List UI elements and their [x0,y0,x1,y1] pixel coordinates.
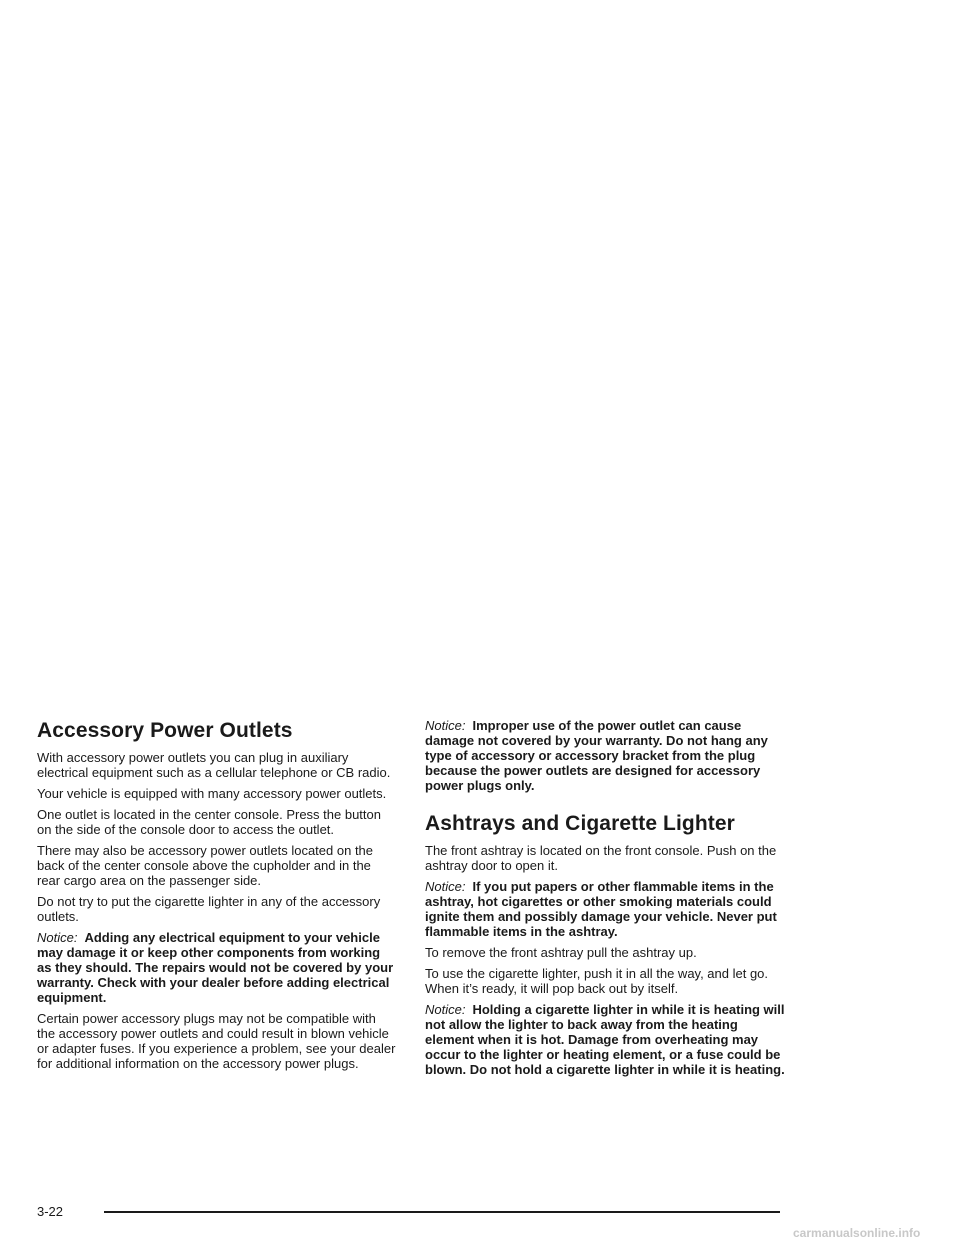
paragraph: There may also be accessory power outlets located on the back of the center console above the cupholder and in the rear cargo area on the passenger side. [37,843,374,888]
notice-text: Holding a cigarette lighter in while it is heating will not allow the lighter to back away from the heating element when it is hot. Damage from overheating may occur to the lighter or heating element, or a fuse could be blown. Do not hold a cigarette lighter in while it is heating. [425,1002,785,1077]
page-number: 3-22 [37,1204,64,1219]
paragraph: One outlet is located in the center console. Press the button on the side of the console door to access the outlet. [37,807,381,837]
section-heading-ashtrays-cigarette-lighter: Ashtrays and Cigarette Lighter [425,812,735,835]
left-column [37,718,397,1077]
footer-rule [104,1211,780,1213]
paragraph: Certain power accessory plugs may not be compatible with the accessory power outlets and could result in blown vehicle or adapter fuses. If you experience a problem, see your dealer for additional information on the accessory power plugs. [37,1011,396,1071]
paragraph: To use the cigarette lighter, push it in all the way, and let go. When it’s ready, it will pop back out by itself. [425,966,769,996]
notice-holding-lighter [425,1002,785,1077]
notice-label: Notice: [425,879,466,894]
paragraph: To remove the front ashtray pull the ashtray up. [425,945,697,960]
paragraph: Your vehicle is equipped with many accessory power outlets. [37,786,387,801]
notice-text: Improper use of the power outlet can cause damage not covered by your warranty. Do not hang any type of accessory or accessory bracket from the plug because the power outlets are designed for accessory power plugs only. [425,718,768,793]
notice-flammable-items [425,879,785,939]
notice-electrical-equipment [37,930,397,1005]
paragraph: The front ashtray is located on the front console. Push on the ashtray door to open it. [425,843,777,873]
notice-text: Adding any electrical equipment to your vehicle may damage it or keep other components from working as they should. The repairs would not be covered by your warranty. Check with your dealer before adding electrical equipment. [37,930,394,1005]
paragraph: Do not try to put the cigarette lighter in any of the accessory outlets. [37,894,381,924]
right-column [425,718,785,1083]
notice-text: If you put papers or other flammable items in the ashtray, hot cigarettes or other smoking materials could ignite them and possibly damage your vehicle. Never put flammable items in the ashtray. [425,879,777,939]
notice-label: Notice: [37,930,78,945]
notice-label: Notice: [425,1002,466,1017]
section-heading-accessory-power-outlets: Accessory Power Outlets [37,719,293,742]
notice-label: Notice: [425,718,466,733]
watermark: carmanualsonline.info [793,1226,921,1240]
paragraph: With accessory power outlets you can plug in auxiliary electrical equipment such as a cellular telephone or CB radio. [37,750,391,780]
notice-power-outlet-misuse [425,718,785,793]
